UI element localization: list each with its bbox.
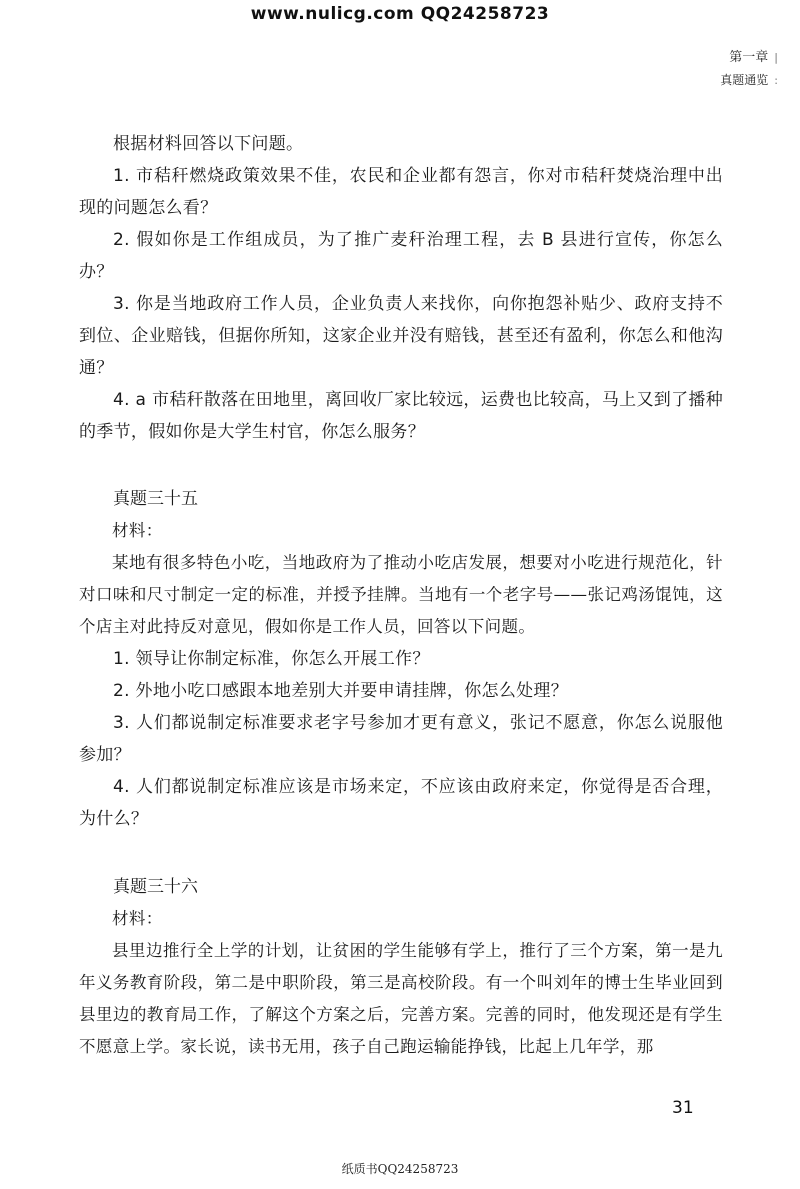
- block2-question-3: 3. 人们都说制定标准要求老字号参加才更有意义，张记不愿意，你怎么说服他参加？: [79, 713, 723, 765]
- block2-question-2: 2. 外地小吃口感跟本地差别大并要申请挂牌，你怎么处理？: [113, 681, 569, 701]
- section-title-36: 真题三十六: [113, 877, 198, 897]
- section-label: 真题通览: [720, 73, 769, 87]
- page-number: 31: [672, 1098, 694, 1118]
- chapter-label: 第一章: [729, 50, 769, 65]
- block1-intro: 根据材料回答以下问题。: [113, 134, 304, 154]
- block1-question-4: 4. a 市秸秆散落在田地里，离回收厂家比较远，运费也比较高，马上又到了播种的季节，假如你是大学生村官，你怎么服务？: [79, 390, 723, 442]
- running-head: [720, 46, 778, 92]
- bottom-watermark: 纸质书QQ24258723: [341, 1162, 459, 1176]
- top-watermark: www.nulicg.com QQ24258723: [250, 4, 550, 24]
- header-rule-mark: |: [774, 51, 778, 64]
- section-spacer: [79, 835, 723, 871]
- page-body: [79, 128, 723, 1063]
- block1-question-1: 1. 市秸秆燃烧政策效果不佳，农民和企业都有怨言，你对市秸秆焚烧治理中出现的问题怎么看？: [79, 166, 723, 218]
- block2-question-4: 4. 人们都说制定标准应该是市场来定，不应该由政府来定，你觉得是否合理，为什么？: [79, 777, 723, 829]
- section-title-35: 真题三十五: [113, 489, 198, 509]
- header-rule-mark: :: [774, 74, 778, 87]
- block1-question-3: 3. 你是当地政府工作人员，企业负责人来找你，向你抱怨补贴少、政府支持不到位、企业赔钱，但据你所知，这家企业并没有赔钱，甚至还有盈利，你怎么和他沟通？: [79, 294, 723, 378]
- material-text-35: 某地有很多特色小吃，当地政府为了推动小吃店发展，想要对小吃进行规范化，针对口味和尺寸制定一定的标准，并授予挂牌。当地有一个老字号——张记鸡汤馄饨，这个店主对此持反对意见，假如你是工作人员，回答以下问题。: [79, 553, 723, 636]
- material-label-36: 材料：: [112, 909, 163, 928]
- material-label-35: 材料：: [112, 521, 163, 540]
- block2-question-1: 1. 领导让你制定标准，你怎么开展工作？: [113, 649, 430, 669]
- material-text-36: 县里边推行全上学的计划，让贫困的学生能够有学上，推行了三个方案，第一是九年义务教育阶段，第二是中职阶段，第三是高校阶段。有一个叫刘年的博士生毕业回到县里边的教育局工作，了解这个方案之后，完善方案。完善的同时，他发现还是有学生不愿意上学。家长说，读书无用，孩子自己跑运输能挣钱，比起上几年学，那: [79, 941, 723, 1056]
- section-spacer: [79, 448, 723, 483]
- block1-question-2: 2. 假如你是工作组成员，为了推广麦秆治理工程，去 B 县进行宣传，你怎么办？: [79, 230, 723, 282]
